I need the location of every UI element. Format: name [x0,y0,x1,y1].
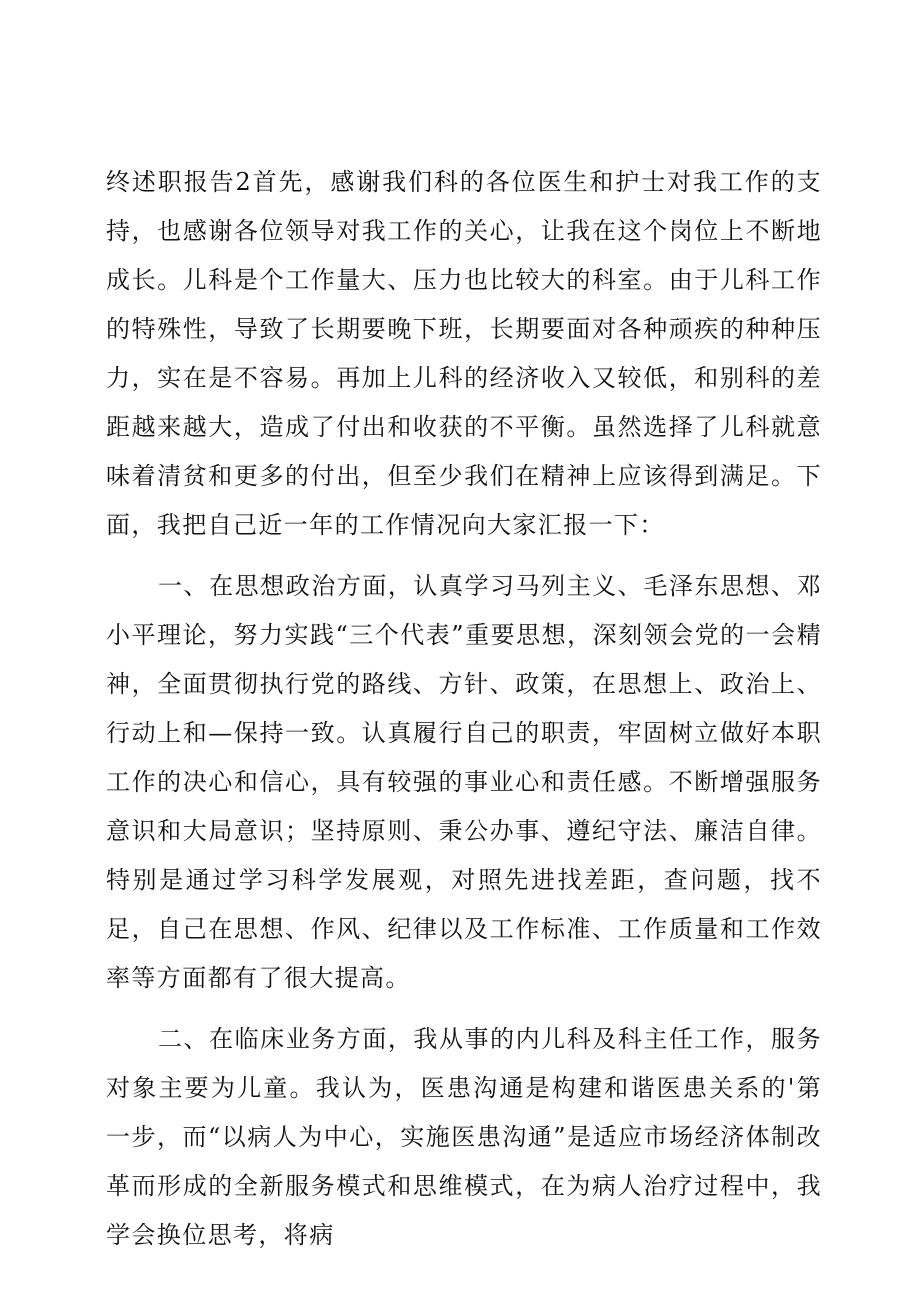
document-body [106,158,822,1260]
paragraph-political: 一、在思想政治方面，认真学习马列主义、毛泽东思想、邓小平理论，努力实践“三个代表”重要思想，深刻领会党的一会精神，全面贯彻执行党的路线、方针、政策，在思想上、政治上、行动上和—保持一致。认真履行自己的职责，牢固树立做好本职工作的决心和信心，具有较强的事业心和责任感。不断增强服务意识和大局意识；坚持原则、秉公办事、遵纪守法、廉洁自律。特别是通过学习科学发展观，对照先进找差距，查问题，找不足，自己在思想、作风、纪律以及工作标准、工作质量和工作效率等方面都有了很大提高。 [106,572,822,992]
paragraph-intro: 终述职报告2首先，感谢我们科的各位医生和护士对我工作的支持，也感谢各位领导对我工作的关心，让我在这个岗位上不断地成长。儿科是个工作量大、压力也比较大的科室。由于儿科工作的特殊性，导致了长期要晚下班，长期要面对各种顽疾的种种压力，实在是不容易。再加上儿科的经济收入又较低，和别科的差距越来越大，造成了付出和收获的不平衡。虽然选择了儿科就意味着清贫和更多的付出，但至少我们在精神上应该得到满足。下面，我把自己近一年的工作情况向大家汇报一下： [106,168,822,539]
paragraph-clinical: 二、在临床业务方面，我从事的内儿科及科主任工作，服务对象主要为儿童。我认为，医患沟通是构建和谐医患关系的'第一步，而“以病人为中心，实施医患沟通”是适应市场经济体制改革而形成的全新服务模式和思维模式，在为病人治疗过程中，我学会换位思考，将病 [106,1025,822,1249]
